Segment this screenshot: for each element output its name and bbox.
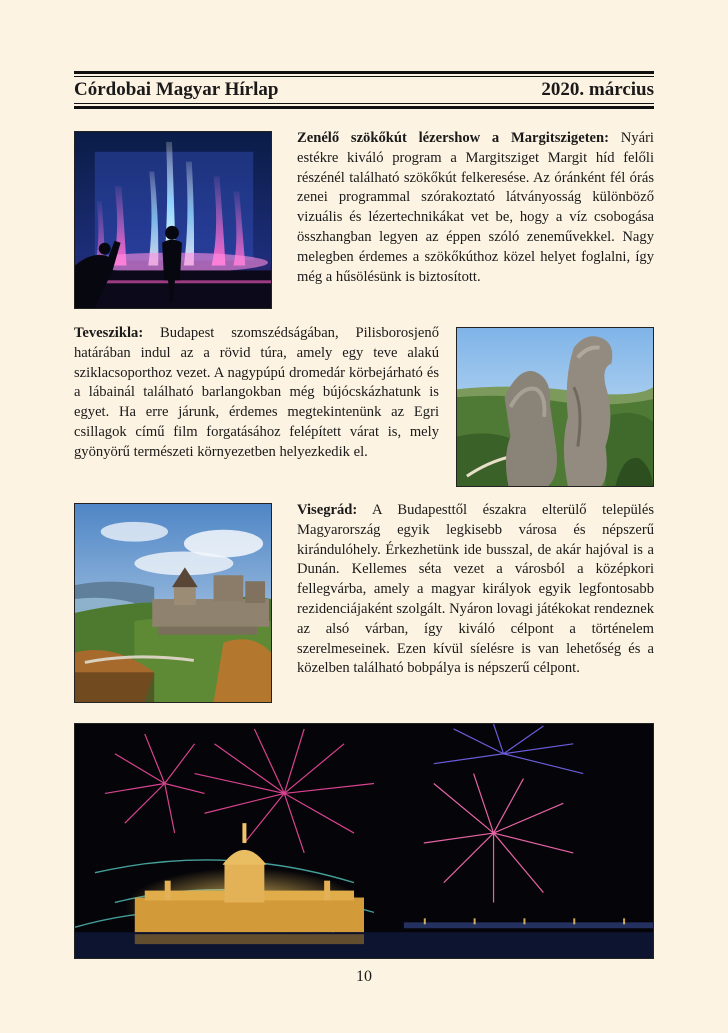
- article-teveszikla: [74, 324, 439, 463]
- teveszikla-rock-photo: [456, 327, 654, 487]
- article-fountain: [297, 129, 654, 287]
- article-visegrad-body: A Budapesttől északra elterülő település Magyarország egyik legkisebb városa és népszerű kirándulóhely. Érkezhetünk ide busszal, de akár hajóval is a Dunán. Kellemes séta vezet a városból a középkori fellegvárba, amely a magyar királyok egyik legfontosabb rezidenciájaként szolgált. Nyáron lovagi játékokat rendeznek az alsó várban, így kiváló célpont a történelem szerelmeseinek. Ezen kívül síelésre is van lehetőség és a közelben található bobpálya is népszerű célpont.: [297, 502, 654, 677]
- masthead-top-rule-thin: [74, 76, 654, 77]
- article-fountain-body: Nyári estékre kiváló program a Margitsziget Margit híd felőli részénél található szökőkút felkeresése. Az óránként fél órás zenei programmal szórakoztató látványosság különböző vizuális és lézertechnikákat vet be, hogy a víz csobogása összhangban legyen az éppen szóló zeneművekkel. Nagy melegben érdemes a szökőkúthoz közel helyet foglalni, így még a hűsölésünk is biztosított.: [297, 130, 654, 285]
- article-visegrad: [297, 501, 654, 679]
- article-fountain-heading: Zenélő szökőkút lézershow a Margitszigeten:: [297, 130, 610, 146]
- issue-date: 2020. március: [541, 79, 654, 100]
- fountain-laser-show-photo: [74, 131, 272, 309]
- parliament-fireworks-photo: [74, 723, 654, 959]
- masthead-bottom-rule-thick: [74, 106, 654, 109]
- masthead: [74, 78, 654, 102]
- article-teveszikla-heading: Teveszikla:: [74, 325, 144, 341]
- article-visegrad-heading: Visegrád:: [297, 502, 358, 518]
- masthead-bottom-rule-thin: [74, 103, 654, 104]
- masthead-top-rule-thick: [74, 71, 654, 74]
- publication-title: Córdobai Magyar Hírlap: [74, 79, 279, 100]
- page-number: 10: [356, 968, 372, 985]
- visegrad-castle-photo: [74, 503, 272, 703]
- article-teveszikla-body: Budapest szomszédságában, Pilisborosjenő határában indul az a rövid túra, amely egy teve alakú sziklacsoporthoz vezet. A nagypúpú dromedár körbejárható és a lábainál található barlangokban még bújócskázhatunk is egyet. Ha erre járunk, érdemes megtekintenünk az Egri csillagok című film forgatásához felépített várat is, mely gyönyörű természeti környezetben helyezkedik el.: [74, 325, 439, 460]
